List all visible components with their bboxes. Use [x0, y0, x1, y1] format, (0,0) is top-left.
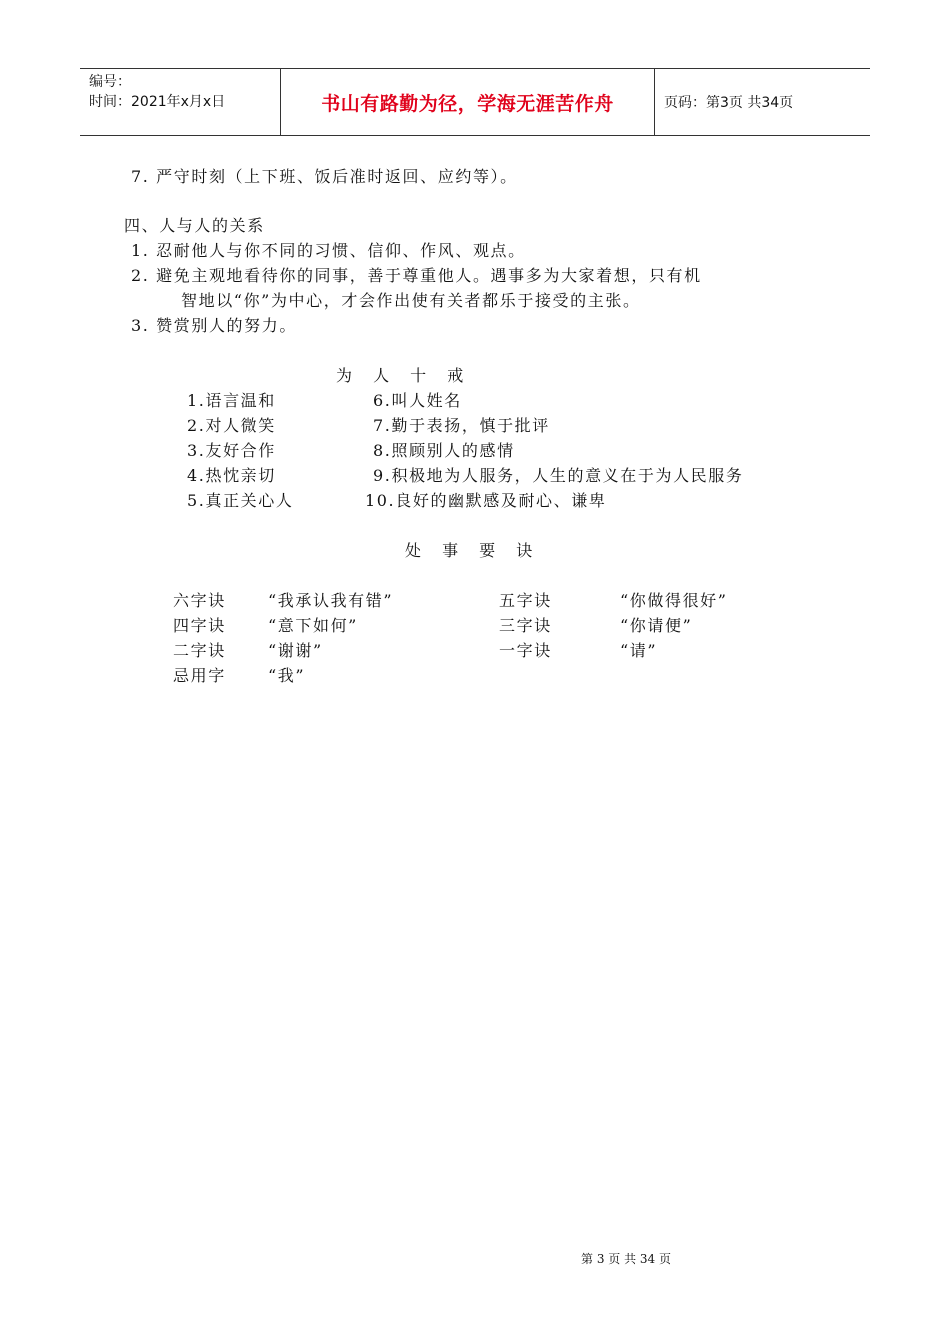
item-7: 7. 严守时刻（上下班、饭后准时返回、应约等）。 — [131, 167, 518, 186]
rule-right-6: 6.叫人姓名 — [373, 391, 462, 410]
rule-right-7: 7.勤于表扬，慎于批评 — [373, 416, 550, 435]
rule-left-2: 2.对人微笑 — [187, 416, 276, 435]
secret-value-3: “意下如何” — [268, 616, 358, 635]
secret-key-1: 六字诀 — [173, 591, 226, 610]
secret-value-5: “谢谢” — [268, 641, 323, 660]
secret-key-5: 二字诀 — [173, 641, 226, 660]
rule-right-8: 8.照顾别人的感情 — [373, 441, 515, 460]
section-4-item-1: 1. 忍耐他人与你不同的习惯、信仰、作风、观点。 — [131, 241, 526, 260]
rule-left-1: 1.语言温和 — [187, 391, 276, 410]
section-4-item-2-cont: 智地以“你”为中心，才会作出使有关者都乐于接受的主张。 — [181, 291, 641, 310]
secret-key-4: 三字诀 — [499, 616, 552, 635]
serial-number-label: 编号： — [89, 74, 131, 90]
rule-right-9: 9.积极地为人服务，人生的意义在于为人民服务 — [373, 466, 744, 485]
rule-left-3: 3.友好合作 — [187, 441, 276, 460]
secret-value-2: “你做得很好” — [620, 591, 728, 610]
ten-rules-title: 为 人 十 戒 — [336, 366, 472, 385]
section-4-item-3: 3. 赞赏别人的努力。 — [131, 316, 297, 335]
secrets-title: 处 事 要 诀 — [405, 541, 541, 560]
header-left-cell — [80, 69, 281, 135]
secret-value-1: “我承认我有错” — [268, 591, 394, 610]
secret-value-7: “我” — [268, 666, 306, 685]
section-4-title: 四、人与人的关系 — [124, 216, 265, 235]
secret-key-6: 一字诀 — [499, 641, 552, 660]
secret-value-6: “请” — [620, 641, 658, 660]
secret-value-4: “你请便” — [620, 616, 693, 635]
rule-left-5: 5.真正关心人 — [187, 491, 294, 510]
page-footer: 第 3 页 共 34 页 — [581, 1252, 671, 1266]
page-info: 页码：第3页 共34页 — [664, 95, 794, 111]
secret-key-2: 五字诀 — [499, 591, 552, 610]
time-label: 时间：2021年x月x日 — [89, 94, 226, 110]
header-page-cell — [655, 69, 870, 135]
rule-right-10: 10.良好的幽默感及耐心、谦卑 — [365, 491, 607, 510]
section-4-item-2: 2. 避免主观地看待你的同事，善于尊重他人。遇事多为大家着想，只有机 — [131, 266, 702, 285]
header-table — [80, 68, 870, 136]
secret-key-3: 四字诀 — [173, 616, 226, 635]
rule-left-4: 4.热忱亲切 — [187, 466, 276, 485]
secret-key-7: 忌用字 — [173, 666, 226, 685]
motto-text: 书山有路勤为径，学海无涯苦作舟 — [321, 92, 614, 115]
header-motto-cell — [281, 69, 655, 135]
